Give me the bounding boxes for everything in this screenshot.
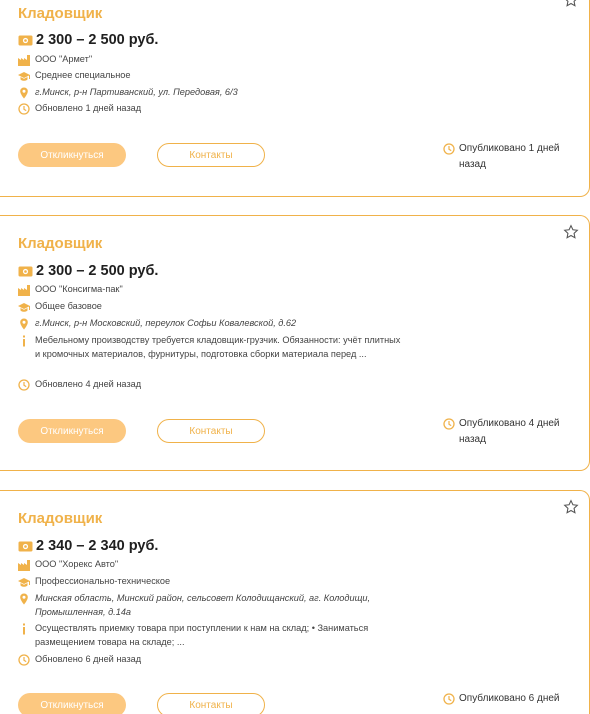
factory-icon [18,54,30,66]
location-pin-icon [18,593,30,605]
updated-row: Обновлено 4 дней назад [18,378,141,392]
apply-button[interactable]: Откликнуться [18,419,126,443]
updated-row: Обновлено 6 дней назад [18,653,141,667]
star-icon[interactable] [563,499,579,515]
address-row: г.Минск, р-н Партиванский, ул. Передовая, 6/3 [18,86,238,100]
salary: 2 300 – 2 500 руб. [18,263,158,279]
graduation-cap-icon [18,70,30,82]
factory-icon [18,559,30,571]
vacancy-card [0,490,590,714]
published-info: Опубликовано 1 дней назад [443,141,579,173]
clock-icon [18,654,30,666]
updated-row: Обновлено 1 дней назад [18,102,141,116]
graduation-cap-icon [18,301,30,313]
clock-icon [443,693,455,705]
published-info: Опубликовано 6 дней [443,691,579,707]
star-icon[interactable] [563,0,579,8]
apply-button[interactable]: Откликнуться [18,143,126,167]
clock-icon [443,143,455,155]
education-row: Среднее специальное [18,69,130,83]
company-row [18,53,92,67]
clock-icon [18,379,30,391]
contacts-button[interactable]: Контакты [157,693,265,714]
company-name[interactable]: ООО "Армет" [35,54,93,64]
money-icon [18,266,33,277]
vacancy-card [0,215,590,471]
published-info: Опубликовано 4 дней назад [443,416,579,448]
vacancy-title[interactable]: Кладовщик [18,235,103,252]
education-row: Профессионально-техническое [18,575,170,589]
description-row: Мебельному производству требуется кладовщик-грузчик. Обязанности: учёт плитных и кромочных материалов, фурнитуры, подготовка сборки материала перед ... [18,334,405,361]
vacancy-title[interactable]: Кладовщик [18,5,103,22]
company-row [18,558,118,572]
company-row [18,283,123,297]
address-row: г.Минск, р-н Московский, переулок Софьи Ковалевской, д.62 [18,317,296,331]
apply-button[interactable]: Откликнуться [18,693,126,714]
contacts-button[interactable]: Контакты [157,419,265,443]
salary: 2 340 – 2 340 руб. [18,538,158,554]
clock-icon [18,103,30,115]
money-icon [18,35,33,46]
info-icon [18,623,30,635]
factory-icon [18,284,30,296]
description-row: Осуществлять приемку товара при поступлении к нам на склад; • Заниматься размещением товара на складе; ... [18,622,405,649]
graduation-cap-icon [18,576,30,588]
location-pin-icon [18,318,30,330]
education-row: Общее базовое [18,300,102,314]
money-icon [18,541,33,552]
vacancy-card [0,0,590,197]
vacancy-title[interactable]: Кладовщик [18,510,103,527]
clock-icon [443,418,455,430]
star-icon[interactable] [563,224,579,240]
info-icon [18,335,30,347]
company-name[interactable]: ООО "Хорекс Авто" [35,559,119,569]
contacts-button[interactable]: Контакты [157,143,265,167]
location-pin-icon [18,87,30,99]
company-name[interactable]: ООО "Консигма-пак" [35,284,123,294]
salary: 2 300 – 2 500 руб. [18,32,158,48]
address-row: Минская область, Минский район, сельсовет Колодищанский, аг. Колодищи, Промышленная, д.14а [18,592,405,619]
